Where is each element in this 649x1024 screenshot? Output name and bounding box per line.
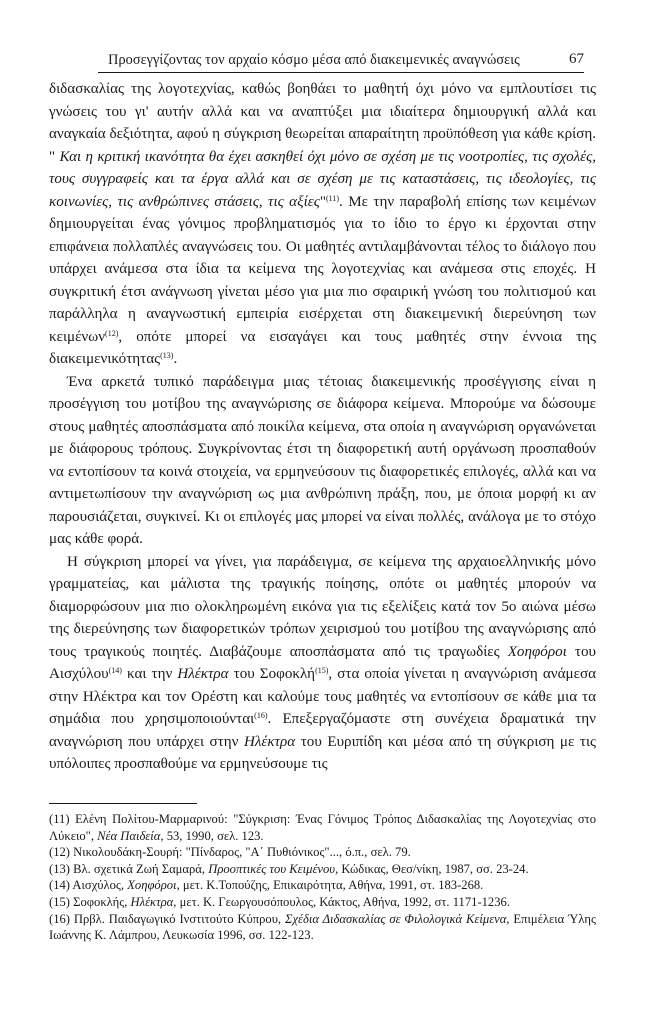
italic-text: Σχέδια Διδασκαλίας σε Φιλολογικά Κείμενα	[284, 911, 507, 926]
text-run: , Επιμέλεια Ύλης Ιωάννης Κ. Λάμπρου, Λευκωσία 1996, σσ. 122-123.	[49, 911, 596, 943]
footnote-reference: (15)	[315, 666, 329, 675]
footnote-divider	[49, 803, 197, 804]
footnote-reference: (16)	[254, 711, 268, 720]
footnote	[49, 861, 596, 878]
text-run: Ένα αρκετά τυπικό παράδειγμα μιας τέτοιας διακειμενικής προσέγγισης είναι η προσέγγιση του μοτίβου της αναγνώρισης σε διάφορα κείμενα. Μπορούμε να δώσουμε στους μαθητές αποσπάσματα από ποικίλα κείμενα, στα οποία η αναγνώριση οργανώνεται με διάφορους τρόπους. Συγκρίνοντας έτσι τη διαφορετική αυτή οργάνωση προσπαθούν να εντοπίσουν τα κοινά στοιχεία, να ερμηνεύσουν τις διαφορετικές επιλογές, αλλά και να αντιμετωπίσουν την αναγνώριση ως μια ανθρώπινη πράξη, που, με όποια μορφή κι αν παρουσιάζεται, συγκινεί. Κι οι επιλογές μας μπορεί να είναι πολλές, ανάλογα με το στόχο μας κάθε φορά.	[49, 373, 596, 547]
text-run: , μετ. Κ.Τοπούζης, Επικαιρότητα, Αθήνα, 1991, στ. 183-268.	[176, 878, 484, 893]
paragraph	[49, 371, 596, 551]
text-run: , 53, 1990, σελ. 123.	[160, 828, 264, 843]
footnote	[49, 894, 596, 911]
italic-text: Προοπτικές του Κειμένου	[208, 861, 336, 876]
footnote	[49, 911, 596, 944]
text-run: (12) Νικολουδάκη-Σουρή: "Πίνδαρος, "Α΄ Πυθιόνικος"..., ό.π., σελ. 79.	[49, 845, 411, 860]
italic-text: Νέα Παιδεία	[97, 828, 161, 843]
footnote	[49, 877, 596, 894]
running-head: Προσεγγίζοντας τον αρχαίο κόσμο μέσα από διακειμενικές αναγνώσεις	[108, 52, 520, 68]
text-run: (13) Βλ. σχετικά Ζωή Σαμαρά,	[49, 861, 209, 876]
text-run: και την	[121, 666, 178, 682]
page-number: 67	[569, 51, 584, 67]
paragraph	[49, 551, 596, 776]
text-run: . Με την παραβολή επίσης των κειμένων δημιουργείται ένας γόνιμος προβληματισμός για το ίδιο το έργο κι έρχονται στην επιφάνεια πολλαπλές αναγνώσεις του. Οι μαθητές αντιλαμβάνονται τέλος το διάλογο που υπάρχει ανάμεσα στα ίδια τα κείμενα της λογοτεχνίας και ανάμεσα στις εποχές. Η συγκριτική έτσι ανάγνωση γίνεται μέσο για μια πιο σφαιρική γνώση του πολιτισμού και παράλληλα η αναγνωστική εμπειρία εισέρχεται στη διακειμενική διερεύνηση των κειμένων	[49, 193, 596, 345]
text-run: (16) Πρβλ. Παιδαγωγικό Ινστιτούτο Κύπρου,	[49, 911, 285, 926]
body-text	[49, 78, 596, 776]
italic-text: Χοηφόροι	[507, 643, 567, 660]
footnote-reference: (11)	[326, 193, 340, 203]
text-run: (14) Αισχύλος,	[49, 878, 128, 893]
text-run: του Σοφοκλή	[228, 666, 316, 682]
italic-text: Ηλέκτρα	[244, 733, 296, 750]
text-run: "	[319, 193, 327, 210]
footnote-reference: (13)	[160, 351, 174, 360]
italic-text: Ηλέκτρα	[130, 894, 174, 909]
italic-text: Χοηφόροι	[127, 878, 177, 893]
text-run: (15) Σοφοκλής,	[49, 894, 131, 909]
text-run: Η σύγκριση μπορεί να γίνει, για παράδειγμα, σε κείμενα της αρχαιοελληνικής μόνο γραμματείας, και μάλιστα της τραγικής ποίησης, οπότε οι μαθητές μπορούν να διαμορφώσουν μια πιο ολοκληρωμένη εικόνα για τις εξελίξεις κατά τον 5ο αιώνα μέσω της διερεύνησης των διαφορετικών τρόπων χειρισμού του μοτίβου της αναγνώρισης από τους τραγικούς ποιητές. Διαβάζουμε αποσπάσματα από τις τραγωδίες	[49, 553, 596, 660]
text-run: , οπότε μπορεί να εισαγάγει και τους μαθητές στην έννοια της διακειμενικότητας	[49, 328, 596, 367]
text-run: .	[173, 351, 178, 367]
italic-text: Και η κριτική ικανότητα θα έχει ασκηθεί όχι μόνο σε σχέση με τις νοοτροπίες, τις σχολές, τους συγγραφείς και τα έργα αλλά και σε σχέση με τις καταστάσεις, τις ιδεολογίες, τις κοινωνίες, τις ανθρώπινες στάσεις, τις αξίες	[49, 148, 596, 210]
text-run: , στα οποία γίνεται η αναγνώριση ανάμεσα στην Ηλέκτρα και τον Ορέστη και καλούμε τους μαθητές να εντοπίσουν σε κάθε μια τα σημάδια που χρησιμοποιούνται	[49, 666, 596, 727]
footnote	[49, 811, 596, 844]
page-header	[98, 50, 584, 73]
footnote	[49, 844, 596, 861]
text-run: του Αισχύλου	[49, 643, 597, 682]
text-run: (11) Ελένη Πολίτου-Μαρμαρινού: "Σύγκριση: Ένας Γόνιμος Τρόπος Διδασκαλίας της Λογοτεχνίας στο Λύκειο",	[49, 812, 596, 843]
text-run: διδασκαλίας της λογοτεχνίας, καθώς βοηθάει το μαθητή όχι μόνο να εμπλουτίσει τις γνώσεις του γι' αυτήν αλλά και να αναπτύξει μια ιδιαίτερα δημιουργική αλλά και αναγκαία δεξιότητα, αφού η σύγκριση θεωρείται απαραίτητη προϋπόθεση για κάθε κρίση. "	[49, 81, 596, 165]
footnote-reference: (12)	[105, 328, 119, 338]
footnotes	[49, 811, 596, 944]
paragraph	[49, 78, 596, 371]
text-run: του Ευριπίδη και μέσα από τη σύγκριση με τις υπόλοιπες προσπαθούμε να ερμηνεύσουμε τις	[49, 733, 596, 772]
italic-text: Ηλέκτρα	[177, 666, 229, 682]
text-run: , μετ. Κ. Γεωργουσόπουλος, Κάκτος, Αθήνα, 1992, στ. 1171-1236.	[173, 894, 510, 909]
footnote-reference: (14)	[108, 666, 122, 675]
text-run: , Κώδικας, Θεσ/νίκη, 1987, σσ. 23-24.	[335, 861, 529, 876]
text-run: . Επεξεργαζόμαστε στη συνέχεια δραματικά την αναγνώριση που υπάρχει στην	[49, 711, 596, 750]
